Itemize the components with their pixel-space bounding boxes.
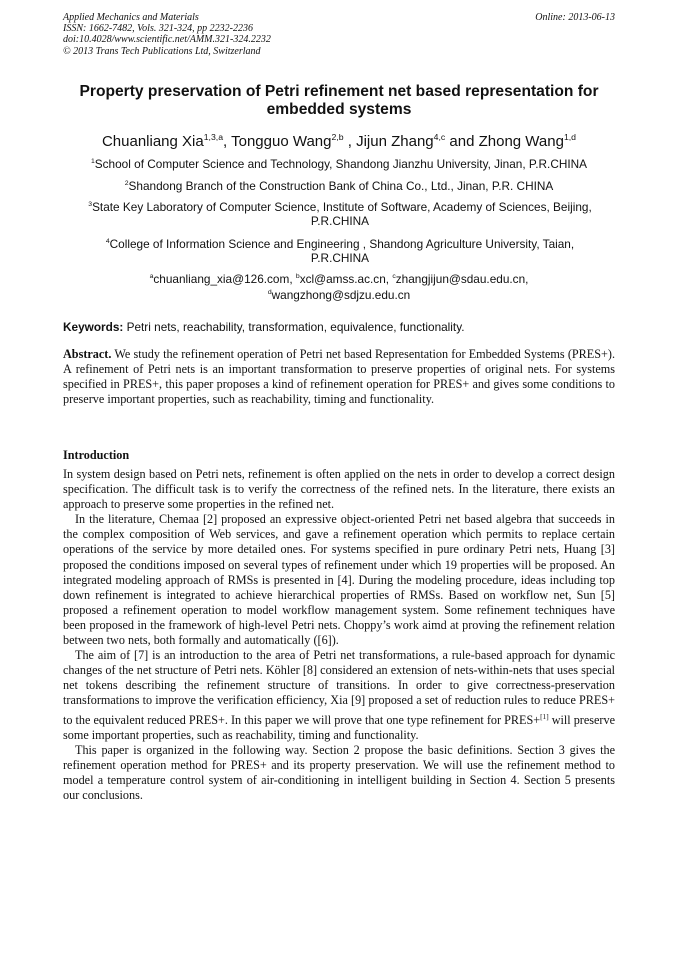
keywords: [63, 320, 615, 334]
paragraph: In the literature, Chemaa [2] proposed an expressive object-oriented Petri net based algebra that succeeds in the complex composition of Web services, and gave a refinement operation which permits to replace certain operations of the service by more detailed ones. For systems specified in pure ordinary Petri nets, Huang [3] proposed the conditions imposed on several types of refinement under which 19 properties will be proposed. An integrated modeling approach of RMSs is presented in [4]. During the modeling procedure, ideas including top down refinement is integrated to achieve hierarchical properties of RMSs. Based on workflow net, Sun [5] proposed a refinement operation to model workflow management system. Some refinement techniques have been proposed in the framework of high-level Petri nets. Choppy’s work aimd at proving the refinement relation between two nets, both formally and automatically ([6]).: [63, 512, 615, 648]
author-affiliation-mark: 1,3,a: [203, 132, 224, 142]
paragraph-text: The aim of [7] is an introduction to the area of Petri net transformations, a rule-based approach for dynamic changes of the net structure of Petri nets. Köhler [8] considered an extension of nets-within-nets that uses special net tokens describing the refinement structure of transitions. In order to give correctness-preservation transformations to improve the verification efficiency, Xia [9] proposed a set of reduction rules to reduce PRES+ to the equivalent reduced PRES+. In this paper we will prove that one type refinement for PRES+: [63, 648, 615, 727]
abstract: [63, 347, 615, 407]
abstract-label: Abstract.: [63, 347, 112, 361]
author-separator: ,: [223, 133, 232, 150]
affiliation-text: Shandong Branch of the Construction Bank of China Co., Ltd., Jinan, P.R. CHINA: [128, 178, 554, 193]
affiliation-mark: 2: [124, 180, 129, 187]
keywords-label: Keywords:: [63, 320, 124, 334]
copyright-line: © 2013 Trans Tech Publications Ltd, Switzerland: [63, 45, 261, 57]
issn-line: ISSN: 1662-7482, Vols. 321-324, pp 2232-2236: [63, 23, 253, 35]
journal-name: Applied Mechanics and Materials: [63, 12, 199, 23]
affiliation: [80, 235, 600, 266]
affiliation-text: College of Information Science and Engineering , Shandong Agriculture University, Taian, P.R.CHINA: [109, 236, 575, 266]
author-separator: ,: [343, 133, 357, 150]
paragraph: This paper is organized in the following way. Section 2 propose the basic definitions. Section 3 gives the refinement operation method for PRES+ and its property preservation. We will use the refinement method to model a temperature control system of air-conditioning in intelligent building in Section 4. Section 5 presents our conclusions.: [63, 742, 615, 803]
affiliation-text: School of Computer Science and Technology, Shandong Jianzhu University, Jinan, P.R.CHINA: [94, 156, 588, 171]
citation-mark[interactable]: [1]: [540, 711, 549, 721]
paragraph: In system design based on Petri nets, refinement is often applied on the nets in order to develop a correct design specification. The difficult task is to verify the correctness of the refined nets. In the literature, there exists an approach to preserve some properties in the refined net.: [63, 467, 615, 512]
journal-header: [63, 12, 615, 57]
email-mark: d: [267, 289, 272, 297]
section-heading-introduction: Introduction: [63, 448, 130, 462]
affiliation-text: State Key Laboratory of Computer Science, Institute of Software, Academy of Sciences, Beijing, P.R.CHINA: [92, 199, 592, 229]
author-list: [63, 127, 615, 152]
affiliation: [63, 177, 615, 193]
affiliation-mark: 1: [90, 158, 95, 165]
author-affiliation-mark: 2,b: [331, 132, 344, 142]
keywords-text: Petri nets, reachability, transformation, equivalence, functionality.: [126, 320, 465, 334]
affiliation: [80, 198, 600, 229]
abstract-text: We study the refinement operation of Petri net based Representation for Embedded Systems (PRES+). A refinement of Petri nets is an important transformation to preserve properties of original nets. For systems specified in PRES+, this paper proposes a kind of refinement operation for PRES+ and gives some conditions to preserve important properties, such as reachability, timing and functionality.: [63, 347, 615, 406]
author-name: Chuanliang Xia: [101, 133, 204, 150]
paper-title: Property preservation of Petri refinement net based representation for embedded systems: [79, 83, 599, 118]
online-date: Online: 2013-06-13: [535, 12, 615, 23]
introduction-body: [63, 467, 615, 803]
paragraph-text: will preserve some important properties, such as reachability, timing and functionality.: [63, 712, 615, 742]
doi-line: doi:10.4028/www.scientific.net/AMM.321-324.2232: [63, 34, 271, 46]
author-name: Zhong Wang: [478, 133, 564, 150]
email-list: $^a$chuanliang_xia@126.com, $^b$xcl@amss.ac.cn, $^c$zhangjijun@sdau.edu.cn, $^d$wangzhong@sdjzu.edu.cn: [149, 271, 529, 303]
author-affiliation-mark: 1,d: [563, 132, 577, 142]
affiliation-mark: 3: [88, 201, 93, 208]
affiliation-mark: 4: [105, 238, 110, 245]
author-separator: and: [445, 133, 479, 150]
author-name: Tongguo Wang: [231, 133, 332, 150]
paragraph: [63, 648, 615, 743]
affiliation: [63, 155, 615, 171]
email-address[interactable]: wangzhong@sdjzu.edu.cn: [271, 288, 411, 303]
email-address[interactable]: xcl@amss.ac.cn: [299, 271, 386, 286]
author-affiliation-mark: 4,c: [433, 132, 446, 142]
email-address[interactable]: chuanliang_xia@126.com: [153, 271, 290, 286]
email-mark: b: [295, 273, 300, 280]
email-mark: a: [149, 273, 154, 280]
email-mark: c: [392, 273, 396, 280]
email-address[interactable]: zhangjijun@sdau.edu.cn: [395, 271, 526, 286]
author-name: Jijun Zhang: [356, 133, 434, 150]
